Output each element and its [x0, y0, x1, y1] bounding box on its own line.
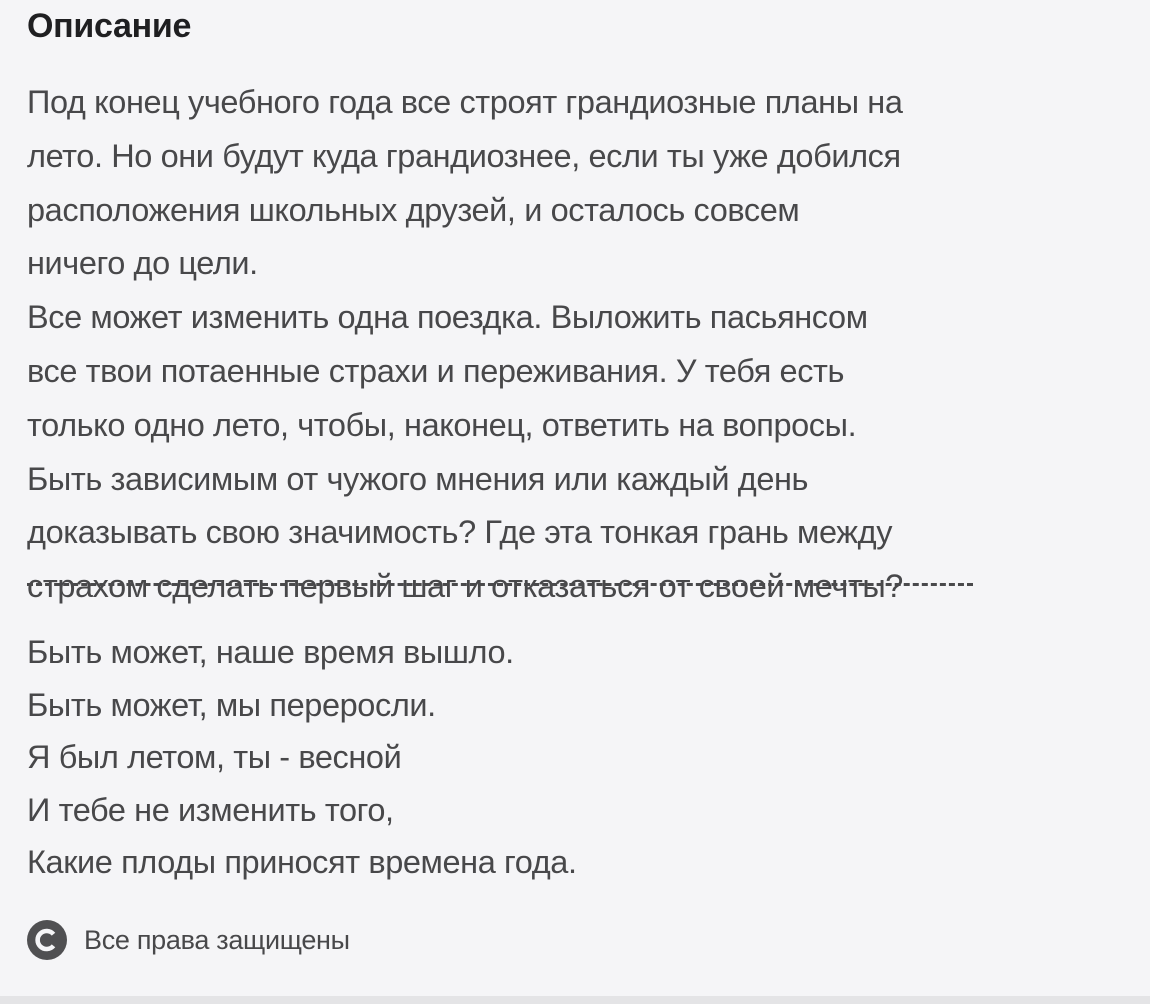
description-text — [27, 76, 1137, 614]
description-line: только одно лето, чтобы, наконец, ответить на вопросы. — [27, 406, 857, 443]
dashed-divider — [27, 583, 973, 586]
poem-line: Какие плоды приносят времена года. — [27, 844, 577, 880]
description-line: Под конец учебного года все строят грандиозные планы на — [27, 84, 903, 120]
description-line: ничего до цели. — [27, 245, 258, 282]
card-bottom-edge — [0, 996, 1150, 1004]
description-line: Все может изменить одна поездка. Выложить пасьянсом — [27, 299, 868, 336]
poem-line: Быть может, наше время вышло. — [27, 634, 514, 670]
description-line: доказывать свою значимость? Где эта тонкая грань между — [27, 514, 893, 551]
description-line: расположения школьных друзей, и осталось совсем — [27, 191, 800, 228]
section-title: Описание — [27, 7, 192, 45]
poem-line: И тебе не изменить того, — [27, 791, 394, 828]
description-line: страхом сделать первый шаг и отказаться от своей мечты? — [27, 568, 903, 605]
description-line: Быть зависимым от чужого мнения или каждый день — [27, 460, 809, 497]
description-line: лето. Но они будут куда грандиознее, если ты уже добился — [27, 137, 901, 174]
poem-line: Я был летом, ты - весной — [27, 739, 402, 775]
poem-line: Быть может, мы переросли. — [27, 686, 436, 723]
copyright-icon — [27, 920, 67, 960]
copyright-notice — [27, 918, 350, 962]
description-line: все твои потаенные страхи и переживания. У тебя есть — [27, 352, 845, 389]
copyright-text: Все права защищены — [84, 924, 350, 955]
poem-text — [27, 626, 1127, 889]
